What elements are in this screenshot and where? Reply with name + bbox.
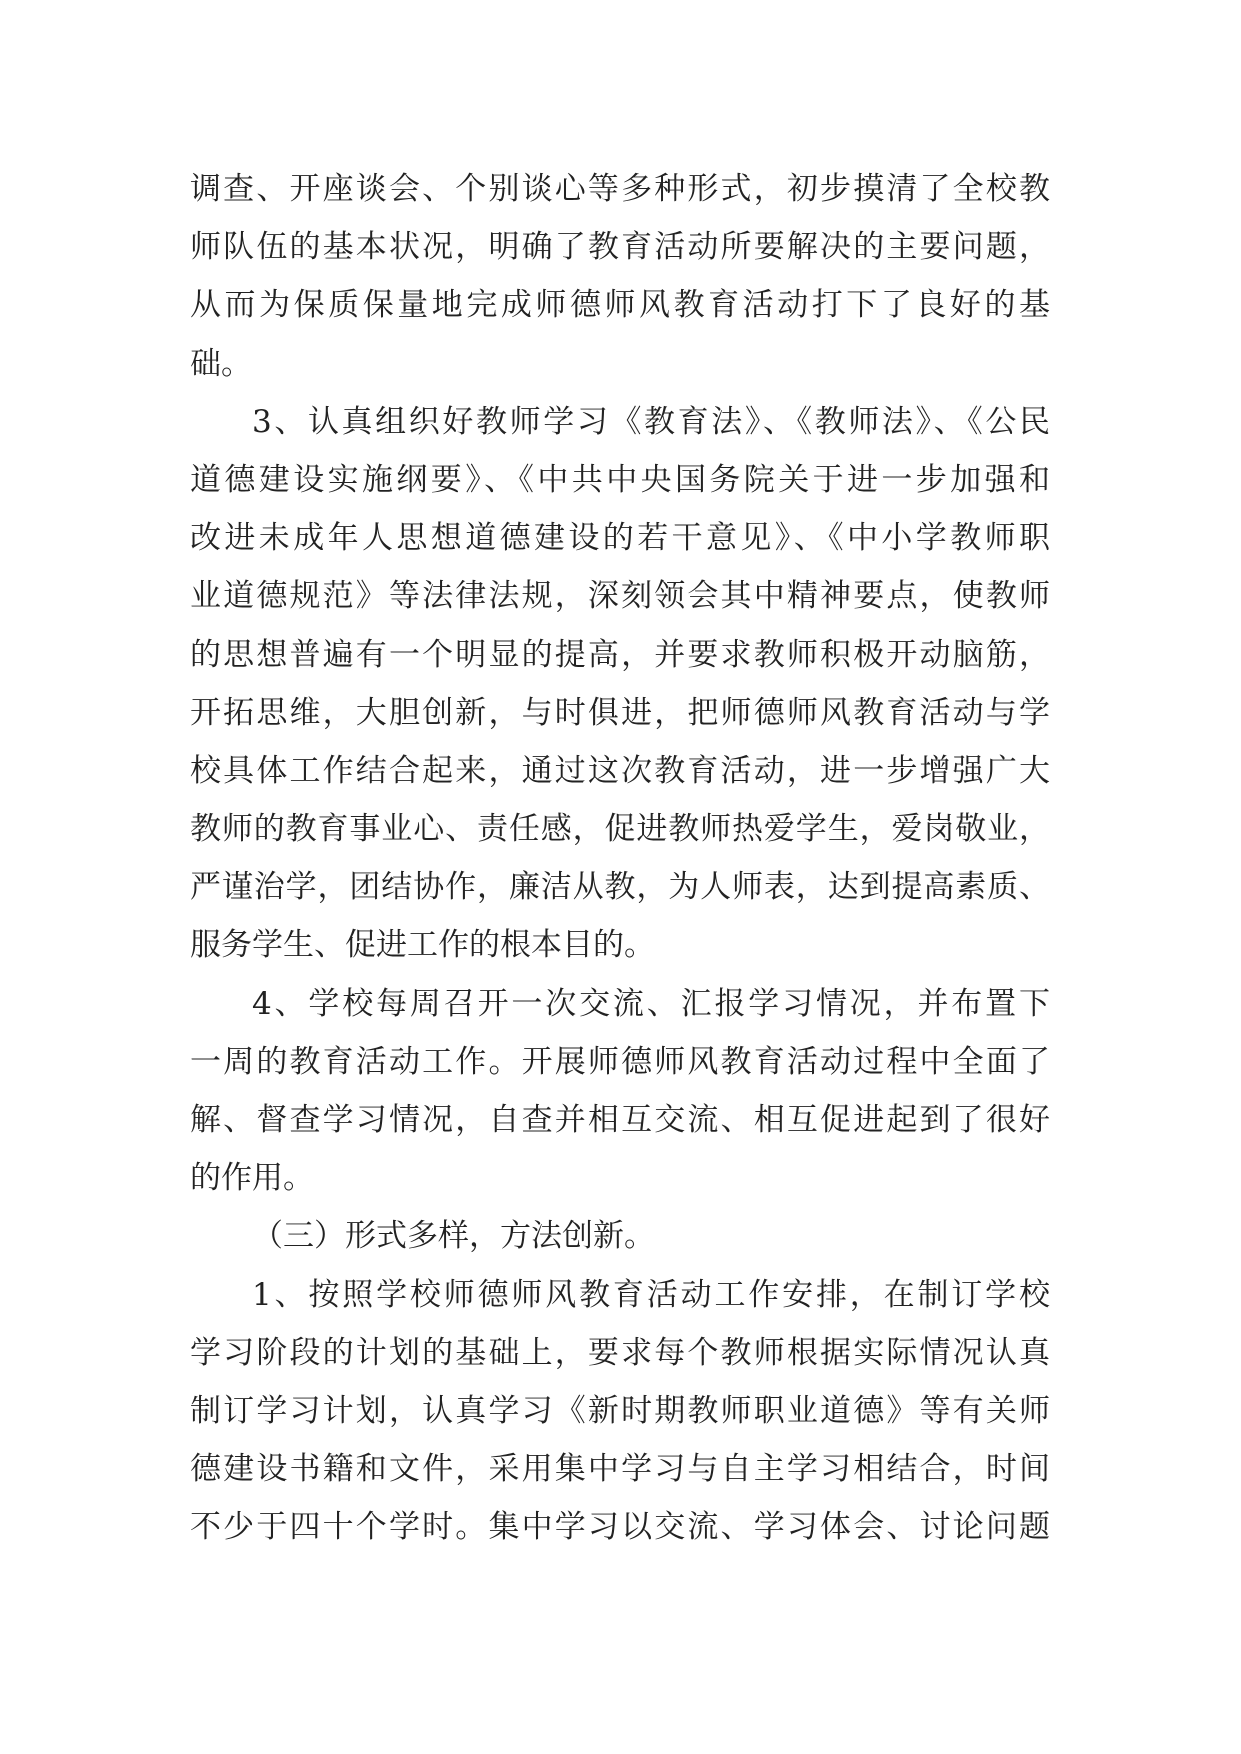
text-line: 师队伍的基本状况，明确了教育活动所要解决的主要问题， (190, 229, 1050, 266)
text-line: 校具体工作结合起来，通过这次教育活动，进一步增强广大 (190, 752, 1050, 789)
text-line: 开拓思维，大胆创新，与时俱进，把师德师风教育活动与学 (190, 694, 1050, 731)
text-line: 教师的教育事业心、责任感，促进教师热爱学生，爱岗敬业， (190, 811, 1050, 848)
document-body (190, 160, 1050, 1557)
text-line: 学习阶段的计划的基础上，要求每个教师根据实际情况认真 (190, 1334, 1050, 1371)
text-line: 服务学生、促进工作的根本目的。 (190, 927, 655, 964)
text-line: 制订学习计划，认真学习《新时期教师职业道德》等有关师 (190, 1392, 1050, 1429)
text-line: 业道德规范》等法律法规，深刻领会其中精神要点，使教师 (190, 578, 1050, 615)
text-line: 不少于四十个学时。集中学习以交流、学习体会、讨论问题 (190, 1509, 1050, 1546)
text-line: 从而为保质保量地完成师德师风教育活动打下了良好的基 (190, 287, 1050, 324)
section-heading: （三）形式多样，方法创新。 (252, 1218, 655, 1255)
text-line: 3、认真组织好教师学习《教育法》、《教师法》、《公民 (252, 403, 1050, 440)
text-line: 础。 (190, 345, 252, 382)
text-line: 改进未成年人思想道德建设的若干意见》、《中小学教师职 (190, 520, 1050, 557)
text-line: 4、学校每周召开一次交流、汇报学习情况，并布置下 (252, 985, 1050, 1022)
text-line: 的思想普遍有一个明显的提高，并要求教师积极开动脑筋， (190, 636, 1050, 673)
text-line: 一周的教育活动工作。开展师德师风教育活动过程中全面了 (190, 1043, 1050, 1080)
text-line: 的作用。 (190, 1160, 314, 1197)
text-line: 严谨治学，团结协作，廉洁从教，为人师表，达到提高素质、 (190, 869, 1050, 906)
text-line: 调查、开座谈会、个别谈心等多种形式，初步摸清了全校教 (190, 171, 1050, 207)
text-line: 道德建设实施纲要》、《中共中央国务院关于进一步加强和 (190, 461, 1050, 498)
text-line: 1、按照学校师德师风教育活动工作安排，在制订学校 (252, 1276, 1050, 1313)
text-line: 德建设书籍和文件，采用集中学习与自主学习相结合，时间 (190, 1451, 1050, 1488)
text-line: 解、督查学习情况，自查并相互交流、相互促进起到了很好 (190, 1102, 1050, 1138)
